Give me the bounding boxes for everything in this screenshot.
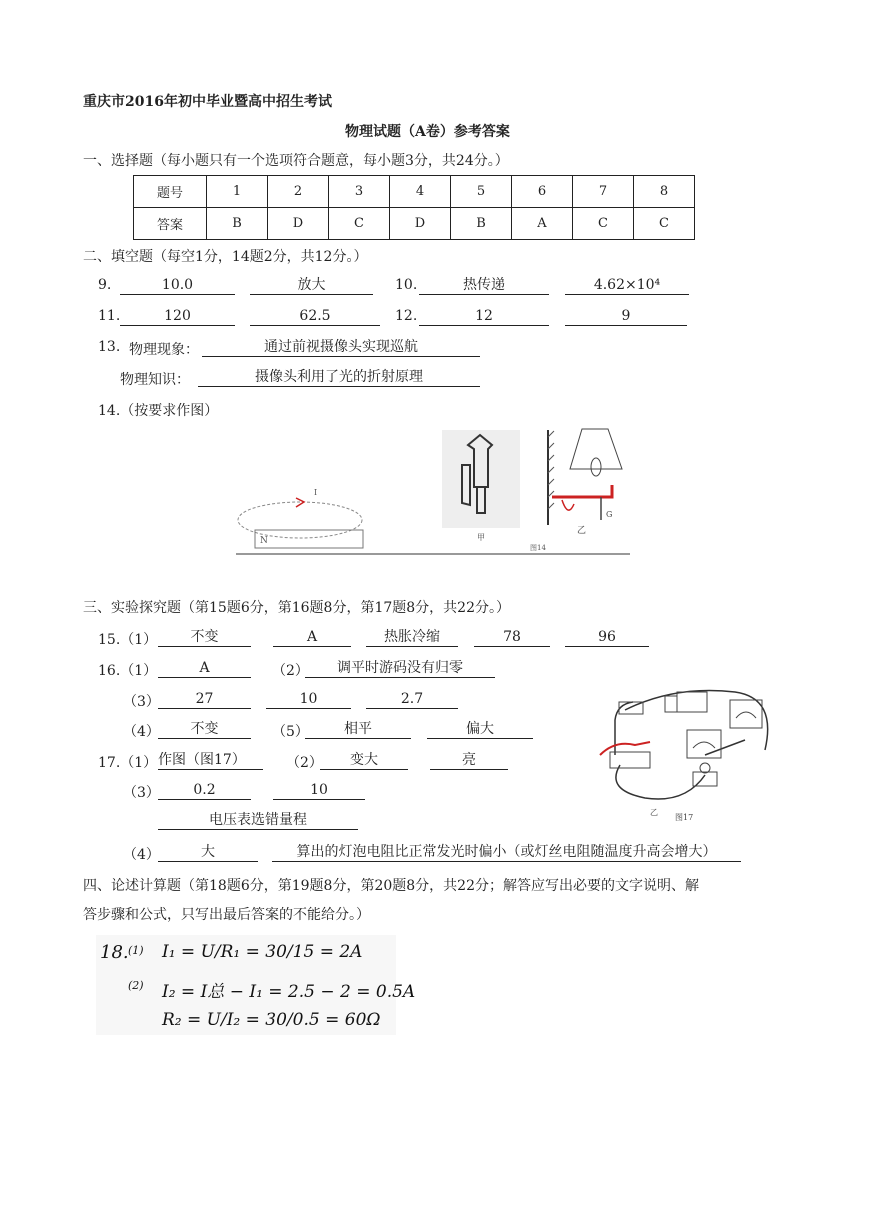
g-label: G bbox=[606, 510, 613, 519]
q9-number: 9. bbox=[98, 277, 112, 293]
q11-answer-1: 120 bbox=[120, 307, 235, 326]
q15-answer-3: 热胀冷缩 bbox=[366, 628, 458, 647]
q18-line2: I₂ = I总 − I₁ = 2.5 − 2 = 0.5A bbox=[162, 982, 416, 1002]
q12-answer-1: 12 bbox=[419, 307, 549, 326]
row-label-answer: 答案 bbox=[134, 208, 207, 240]
q11-answer-2: 62.5 bbox=[250, 307, 380, 326]
q16-part2-label: （2） bbox=[272, 663, 309, 679]
q17-part3-reason: 电压表选错量程 bbox=[158, 811, 358, 830]
q10-number: 10. bbox=[395, 277, 418, 293]
q12-answer-2: 9 bbox=[565, 307, 687, 326]
q15-answer-4: 78 bbox=[474, 628, 550, 647]
question-number: 3 bbox=[329, 176, 390, 208]
q16-part3-answer-1: 27 bbox=[158, 690, 251, 709]
current-label: I bbox=[314, 488, 318, 497]
q13-knowledge: 摄像头利用了光的折射原理 bbox=[198, 368, 480, 387]
field-line bbox=[238, 502, 362, 538]
q15-answer-1: 不变 bbox=[158, 628, 251, 647]
figure17-number: 图17 bbox=[675, 813, 694, 822]
table-row bbox=[134, 208, 695, 240]
q18-number: 18. bbox=[100, 942, 129, 963]
q16-part5-answer-2: 偏大 bbox=[427, 720, 533, 739]
figure17-yi-label: 乙 bbox=[650, 808, 658, 817]
q10-answer-2: 4.62×10⁴ bbox=[565, 276, 689, 295]
q18-line1: I₁ = U/R₁ = 30/15 = 2A bbox=[162, 942, 363, 962]
section2-heading: 二、填空题（每空1分，14题2分，共12分。） bbox=[83, 249, 368, 265]
choice-answer: D bbox=[390, 208, 451, 240]
q17-part2-label: （2） bbox=[286, 755, 323, 771]
question-number: 8 bbox=[634, 176, 695, 208]
question-number: 1 bbox=[207, 176, 268, 208]
table-row bbox=[134, 176, 695, 208]
q16-part3-answer-3: 2.7 bbox=[366, 690, 458, 709]
q11-number: 11. bbox=[98, 308, 121, 324]
section4-heading-line2: 答步骤和公式，只写出最后答案的不能给分。） bbox=[83, 907, 370, 923]
exam-title: 重庆市2016年初中毕业暨高中招生考试 bbox=[83, 94, 332, 110]
q17-part3-answer-1: 0.2 bbox=[158, 781, 251, 800]
q16-part2-answer: 调平时游码没有归零 bbox=[305, 659, 495, 678]
q14-label: 14.（按要求作图） bbox=[98, 403, 219, 419]
q17-part4-answer-1: 大 bbox=[158, 843, 258, 862]
question-number: 2 bbox=[268, 176, 329, 208]
choice-answer: B bbox=[451, 208, 512, 240]
q16-part4-answer: 不变 bbox=[158, 720, 251, 739]
answer-subtitle: 物理试题（A卷）参考答案 bbox=[345, 124, 510, 140]
q18-part2-label: (2) bbox=[128, 979, 144, 992]
q18-line3: R₂ = U/I₂ = 30/0.5 = 60Ω bbox=[162, 1010, 381, 1030]
question-number: 4 bbox=[390, 176, 451, 208]
choice-answer: C bbox=[329, 208, 390, 240]
battery-icon bbox=[677, 692, 707, 712]
q10-answer-1: 热传递 bbox=[419, 276, 549, 295]
q13-knowledge-label: 物理知识： bbox=[120, 372, 190, 388]
voltmeter-icon bbox=[687, 730, 721, 758]
choice-answer: C bbox=[573, 208, 634, 240]
q13-phenomenon-label: 物理现象： bbox=[129, 342, 199, 358]
q17-part3-answer-2: 10 bbox=[273, 781, 365, 800]
q15-answer-2: A bbox=[273, 628, 351, 647]
question-number: 5 bbox=[451, 176, 512, 208]
q16-part3-label: （3） bbox=[123, 694, 160, 710]
q17-part4-label: （4） bbox=[123, 847, 160, 863]
lamp-shade bbox=[570, 429, 622, 469]
choice-answer: C bbox=[634, 208, 695, 240]
q18-part1-label: (1) bbox=[128, 944, 144, 957]
red-wire bbox=[600, 742, 650, 755]
choice-answer: B bbox=[207, 208, 268, 240]
choice-answer-table bbox=[133, 175, 695, 240]
jia-label: 甲 bbox=[477, 533, 485, 542]
section4-heading-line1: 四、论述计算题（第18题6分，第19题8分，第20题8分，共22分；解答应写出必要的文字说明、解 bbox=[83, 878, 699, 894]
row-label-number: 题号 bbox=[134, 176, 207, 208]
yi-label: 乙 bbox=[577, 526, 587, 536]
choice-answer: D bbox=[268, 208, 329, 240]
choice-answer: A bbox=[512, 208, 573, 240]
q16-part5-answer-1: 相平 bbox=[305, 720, 411, 739]
ammeter-dial bbox=[736, 712, 756, 718]
q17-part2-answer-2: 亮 bbox=[430, 751, 508, 770]
q17-part1-answer: 作图（图17） bbox=[158, 751, 263, 770]
q17-part3-label: （3） bbox=[123, 785, 160, 801]
q17-number: 17.（1） bbox=[98, 755, 158, 771]
question-number: 6 bbox=[512, 176, 573, 208]
battery-icon-2 bbox=[665, 696, 677, 712]
q16-part3-answer-2: 10 bbox=[266, 690, 351, 709]
q13-number: 13. bbox=[98, 339, 121, 355]
voltmeter-dial bbox=[693, 742, 715, 748]
q16-number: 16.（1） bbox=[98, 663, 158, 679]
q16-part1-answer: A bbox=[158, 659, 251, 678]
bulb-icon bbox=[591, 458, 601, 476]
figure-14 bbox=[230, 425, 640, 560]
q15-number: 15.（1） bbox=[98, 632, 158, 648]
figure-17 bbox=[595, 680, 785, 825]
question-number: 7 bbox=[573, 176, 634, 208]
q13-phenomenon: 通过前视摄像头实现巡航 bbox=[202, 338, 480, 357]
q17-part4-answer-2: 算出的灯泡电阻比正常发光时偏小（或灯丝电阻随温度升高会增大） bbox=[272, 843, 741, 862]
section1-heading: 一、选择题（每小题只有一个选项符合题意，每小题3分，共24分。） bbox=[83, 153, 509, 169]
q9-answer-2: 放大 bbox=[250, 276, 373, 295]
q16-part5-label: （5） bbox=[272, 724, 309, 740]
force-arm-mark bbox=[562, 500, 574, 510]
magnet-n-label: N bbox=[260, 536, 268, 546]
lamp-arm bbox=[552, 485, 612, 497]
q12-number: 12. bbox=[395, 308, 418, 324]
section3-heading: 三、实验探究题（第15题6分，第16题8分，第17题8分，共22分。） bbox=[83, 600, 510, 616]
figure14-number: 图14 bbox=[530, 544, 546, 552]
q9-answer-1: 10.0 bbox=[120, 276, 235, 295]
ammeter-icon bbox=[730, 700, 762, 728]
q15-answer-5: 96 bbox=[565, 628, 649, 647]
bar-magnet bbox=[255, 530, 363, 548]
q17-part2-answer-1: 变大 bbox=[320, 751, 408, 770]
q16-part4-label: （4） bbox=[123, 724, 160, 740]
rheostat-icon bbox=[610, 752, 650, 768]
